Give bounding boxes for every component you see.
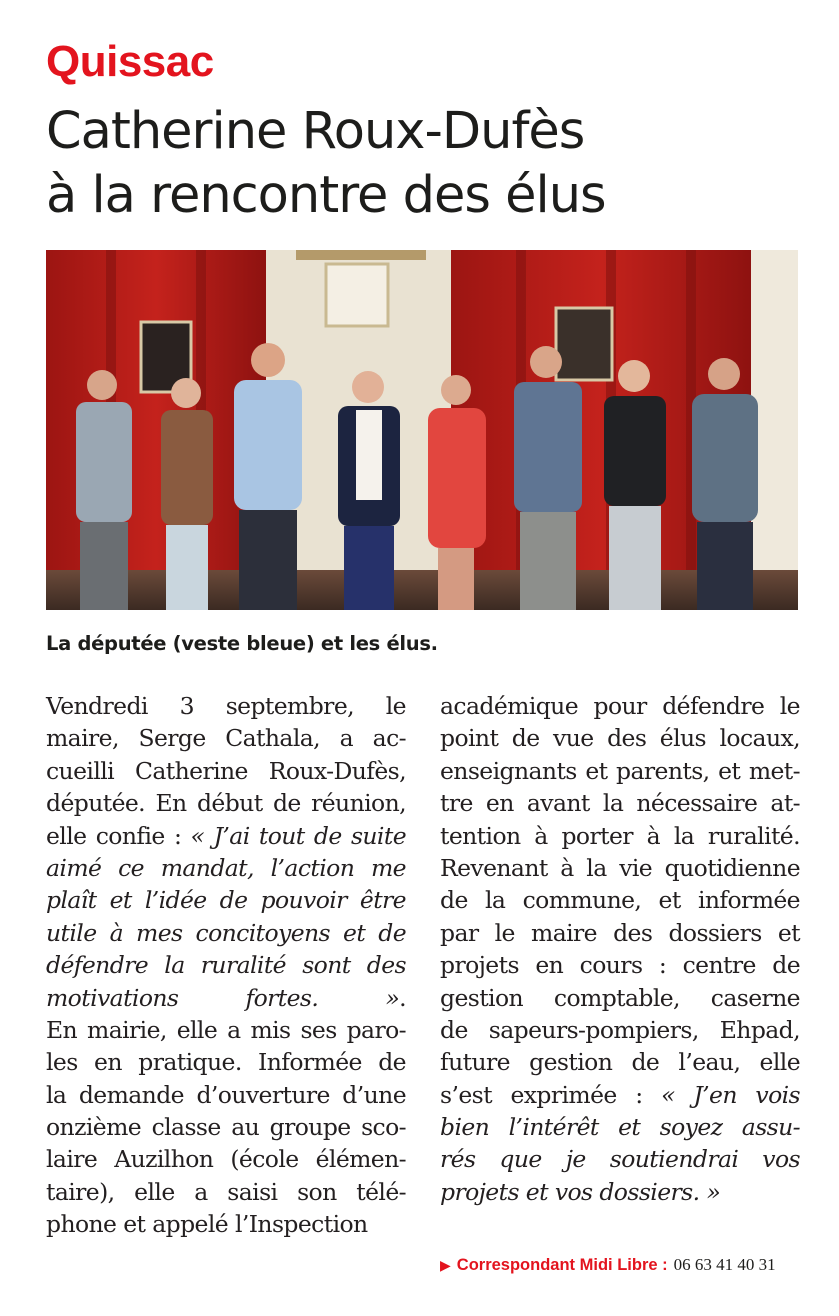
body-text: projets en cours : centre de xyxy=(440,951,800,980)
body-text: onzième classe au groupe sco- xyxy=(46,1113,406,1142)
body-line xyxy=(46,1111,406,1143)
headline-line-1: Catherine Roux-Dufès xyxy=(46,102,585,161)
body-line xyxy=(46,1079,406,1111)
headline-line-2: à la rencontre des élus xyxy=(46,166,606,225)
body-line xyxy=(46,787,406,819)
group-photo-image xyxy=(46,250,798,610)
body-text: tention à porter à la ruralité. xyxy=(440,821,800,850)
article-headline xyxy=(46,100,806,228)
byline xyxy=(440,1255,776,1275)
byline-arrow-icon: ▶ xyxy=(440,1257,451,1273)
body-quote: bien l’intérêt et soyez assu- xyxy=(440,1113,800,1142)
body-text: En mairie, elle a mis ses paro- xyxy=(46,1015,406,1044)
body-line xyxy=(440,852,800,884)
body-column-left xyxy=(46,690,406,1241)
body-text: enseignants et parents, et met- xyxy=(440,756,800,785)
body-quote: plaît et l’idée de pouvoir être xyxy=(46,886,406,915)
body-quote: aimé ce mandat, l’action me xyxy=(46,853,406,882)
body-quote: motivations fortes. » xyxy=(46,983,400,1012)
body-text: gestion comptable, caserne xyxy=(440,983,800,1012)
body-text: la demande d’ouverture d’une xyxy=(46,1080,406,1109)
body-line xyxy=(440,949,800,981)
body-line xyxy=(46,949,406,981)
body-line xyxy=(440,1046,800,1078)
body-line xyxy=(46,690,406,722)
body-text: les en pratique. Informée de xyxy=(46,1048,406,1077)
body-text: elle confie : xyxy=(46,821,191,850)
body-quote: « J’en vois xyxy=(661,1080,801,1109)
body-line xyxy=(46,722,406,754)
body-line xyxy=(440,690,800,722)
group-photo xyxy=(46,250,798,610)
body-text: s’est exprimée : xyxy=(440,1080,662,1109)
body-line xyxy=(440,755,800,787)
body-text: cueilli Catherine Roux-Dufès, xyxy=(46,756,406,785)
body-quote: défendre la ruralité sont des xyxy=(46,951,406,980)
body-line xyxy=(440,787,800,819)
body-line xyxy=(46,852,406,884)
body-quote: utile à mes concitoyens et de xyxy=(46,918,406,947)
body-text: phone et appelé l’Inspection xyxy=(46,1210,368,1239)
body-line xyxy=(440,1014,800,1046)
body-line xyxy=(46,982,406,1014)
body-line xyxy=(440,1143,800,1175)
body-text: . xyxy=(399,983,406,1012)
body-line xyxy=(440,1111,800,1143)
body-line xyxy=(440,722,800,754)
body-text: taire), elle a saisi son télé- xyxy=(46,1177,406,1206)
body-text: Revenant à la vie quotidienne xyxy=(440,853,800,882)
body-line xyxy=(46,917,406,949)
byline-phone: 06 63 41 40 31 xyxy=(673,1255,776,1274)
body-line xyxy=(46,1208,406,1240)
body-line xyxy=(46,884,406,916)
body-line xyxy=(46,1046,406,1078)
body-text: par le maire des dossiers et xyxy=(440,918,800,947)
section-kicker: Quissac xyxy=(46,37,214,86)
body-line xyxy=(440,820,800,852)
photo-caption: La députée (veste bleue) et les élus. xyxy=(46,632,438,655)
body-text: de sapeurs-pompiers, Ehpad, xyxy=(440,1015,800,1044)
body-line xyxy=(440,1079,800,1111)
body-text: tre en avant la nécessaire at- xyxy=(440,789,800,818)
body-line xyxy=(440,1176,800,1208)
body-text: académique pour défendre le xyxy=(440,692,800,720)
body-text: point de vue des élus locaux, xyxy=(440,724,800,753)
body-text: maire, Serge Cathala, a ac- xyxy=(46,724,406,753)
body-line xyxy=(440,917,800,949)
byline-label: Correspondant Midi Libre : xyxy=(456,1256,668,1274)
body-text: future gestion de l’eau, elle xyxy=(440,1048,800,1077)
body-line xyxy=(440,982,800,1014)
body-text: laire Auzilhon (école élémen- xyxy=(46,1145,406,1174)
body-text: Vendredi 3 septembre, le xyxy=(46,692,406,720)
body-line xyxy=(46,820,406,852)
body-line xyxy=(46,755,406,787)
body-line xyxy=(46,1014,406,1046)
body-text: de la commune, et informée xyxy=(440,886,800,915)
body-text: députée. En début de réunion, xyxy=(46,789,406,818)
body-line xyxy=(46,1176,406,1208)
body-line xyxy=(46,1143,406,1175)
body-line xyxy=(440,884,800,916)
body-quote: projets et vos dossiers. » xyxy=(440,1177,721,1206)
body-quote: rés que je soutiendrai vos xyxy=(440,1145,800,1174)
body-quote: « J’ai tout de suite xyxy=(190,821,407,850)
body-column-right xyxy=(440,690,800,1208)
